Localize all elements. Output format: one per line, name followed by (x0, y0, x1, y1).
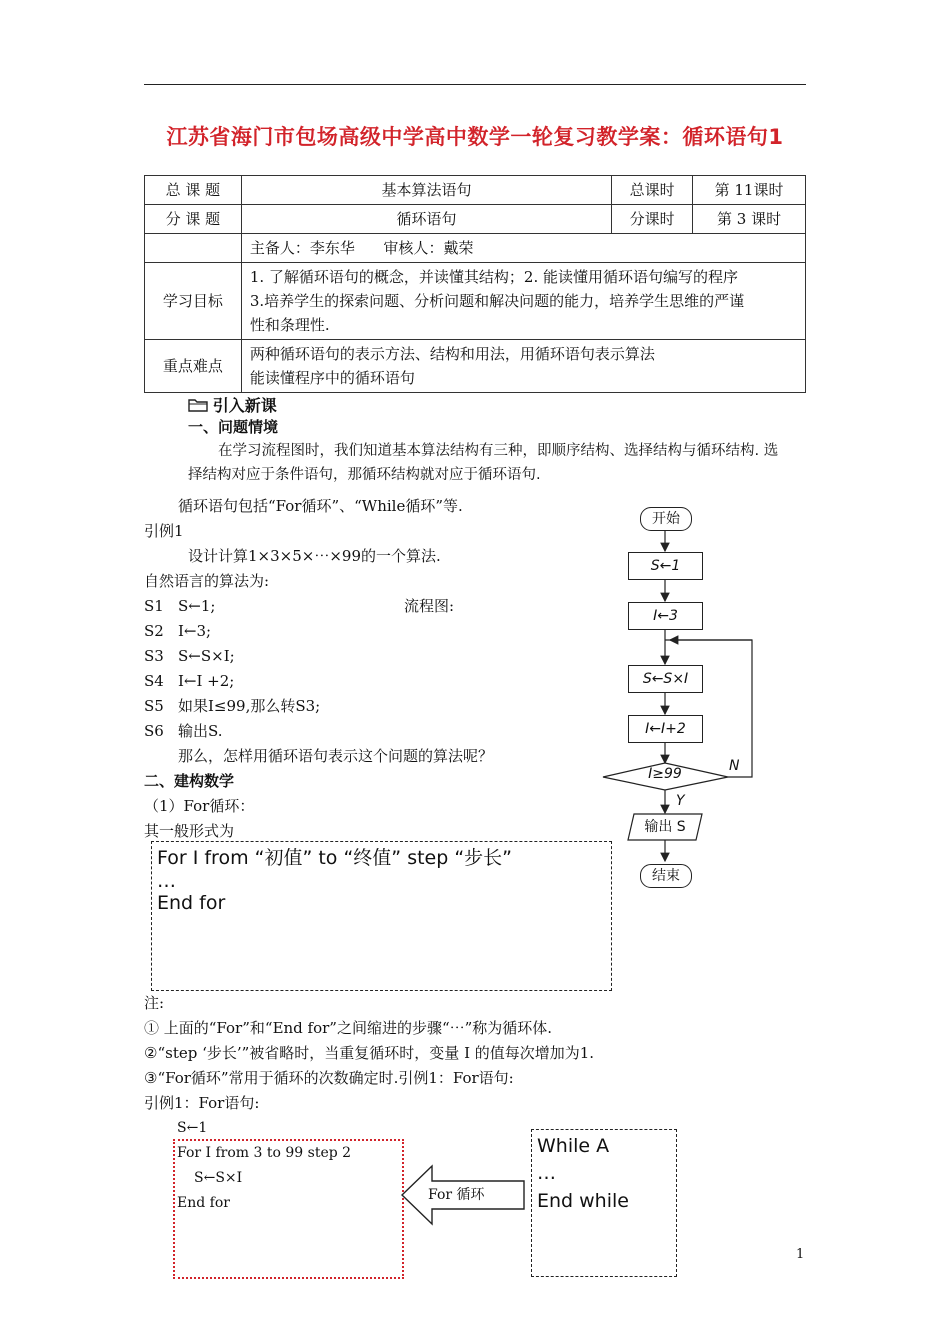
cell-authors: 主备人：李东华 审核人：戴荣 (241, 234, 805, 263)
flow-output: 输出 S (644, 819, 686, 835)
cell-value: 循环语句 (241, 205, 611, 234)
key-line: 两种循环语句的表示方法、结构和用法，用循环语句表示算法 (249, 345, 655, 363)
flow-yes-label: Y (676, 793, 685, 809)
body-text: 循环语句包括“For循环”、“While循环”等. (178, 497, 463, 515)
end-while-syntax: End while (537, 1190, 629, 1212)
body-text: 引例1 (144, 522, 184, 540)
flow-step: I←3 (628, 602, 703, 630)
while-dots: … (537, 1162, 556, 1184)
intro-heading-row (188, 393, 277, 416)
cell-value: 基本算法语句 (241, 176, 611, 205)
step-text: 如果I≤99,那么转S3; (178, 697, 321, 715)
code-line: S←1 (177, 1120, 208, 1136)
flow-step: S←S×I (628, 665, 703, 693)
step-label: S4 (144, 672, 164, 690)
table-row (145, 263, 806, 340)
note-item: ③“For循环”常用于循环的次数确定时.引例1：For语句: (144, 1069, 514, 1087)
table-row (145, 234, 806, 263)
key-line: 能读懂程序中的循环语句 (249, 369, 415, 387)
code-line: S←S×I (194, 1170, 243, 1186)
cell-label: 分课时 (612, 205, 693, 234)
section-heading: 二、建构数学 (144, 772, 235, 790)
step-text: I←I +2; (178, 672, 235, 690)
goal-line: 1. 了解循环语句的概念，并读懂其结构；2. 能读懂用循环语句编写的程序 (249, 268, 738, 286)
info-table (144, 175, 806, 393)
note-item: ②“step ‘步长’”被省略时，当重复循环时，变量 I 的值每次增加为1. (144, 1044, 595, 1062)
flow-step: I←I+2 (628, 715, 703, 743)
folder-icon (188, 398, 208, 416)
cell-keypoints (241, 340, 805, 393)
intro-heading: 引入新课 (212, 396, 277, 415)
table-row (145, 176, 806, 205)
table-row (145, 340, 806, 393)
flow-condition: I≥99 (648, 766, 682, 782)
document-title: 江苏省海门市包场高级中学高中数学一轮复习教学案：循环语句1 (166, 125, 784, 149)
body-text: 自然语言的算法为: (144, 572, 270, 590)
cell-label: 总课时 (612, 176, 693, 205)
end-for-syntax: End for (157, 892, 226, 914)
intro-paragraph: 择结构对应于条件语句，那循环结构就对应于循环语句. (188, 467, 541, 483)
cell-label: 学习目标 (145, 263, 242, 340)
body-text: 设计计算1×3×5×⋯×99的一个算法. (188, 547, 441, 565)
section-heading: 一、问题情境 (188, 418, 279, 436)
flow-start: 开始 (640, 507, 692, 531)
goal-line: 性和条理性. (249, 316, 330, 334)
for-syntax: For I from “初值” to “终值” step “步长” (157, 847, 513, 869)
table-row (145, 205, 806, 234)
step-label: S6 (144, 722, 164, 740)
body-text: 引例1：For语句: (144, 1094, 260, 1112)
flow-end: 结束 (640, 864, 692, 888)
step-text: S←1; (178, 597, 216, 615)
cell-empty (145, 234, 242, 263)
step-label: S3 (144, 647, 164, 665)
flow-label: 流程图: (404, 597, 455, 615)
page-number: 1 (796, 1247, 805, 1262)
flow-step: S←1 (628, 552, 703, 580)
step-text: 输出S. (178, 722, 223, 740)
step-text: S←S×I; (178, 647, 235, 665)
body-text: 那么，怎样用循环语句表示这个问题的算法呢？ (178, 747, 494, 765)
cell-label: 重点难点 (145, 340, 242, 393)
note-item: ① 上面的“For”和“End for”之间缩进的步骤“⋯”称为循环体. (144, 1019, 553, 1037)
header-rule (144, 84, 806, 85)
note-label: 注: (144, 994, 165, 1012)
cell-goals (241, 263, 805, 340)
while-syntax: While A (537, 1135, 610, 1157)
code-line: End for (177, 1195, 230, 1211)
body-text: 其一般形式为 (144, 822, 235, 840)
step-text: I←3; (178, 622, 212, 640)
intro-paragraph: 在学习流程图时，我们知道基本算法结构有三种，即顺序结构、选择结构与循环结构. 选 (218, 443, 779, 459)
step-label: S1 (144, 597, 164, 615)
code-line: For I from 3 to 99 step 2 (177, 1145, 352, 1161)
step-label: S5 (144, 697, 164, 715)
flow-no-label: N (729, 758, 740, 774)
for-dots: … (157, 870, 176, 892)
arrow-label: For 循环 (428, 1187, 485, 1203)
body-text: （1）For循环： (144, 797, 255, 815)
cell-label: 总 课 题 (145, 176, 242, 205)
cell-label: 分 课 题 (145, 205, 242, 234)
goal-line: 3.培养学生的探索问题、分析问题和解决问题的能力，培养学生思维的严谨 (249, 292, 745, 310)
cell-value: 第 11课时 (693, 176, 806, 205)
cell-value: 第 3 课时 (693, 205, 806, 234)
step-label: S2 (144, 622, 164, 640)
